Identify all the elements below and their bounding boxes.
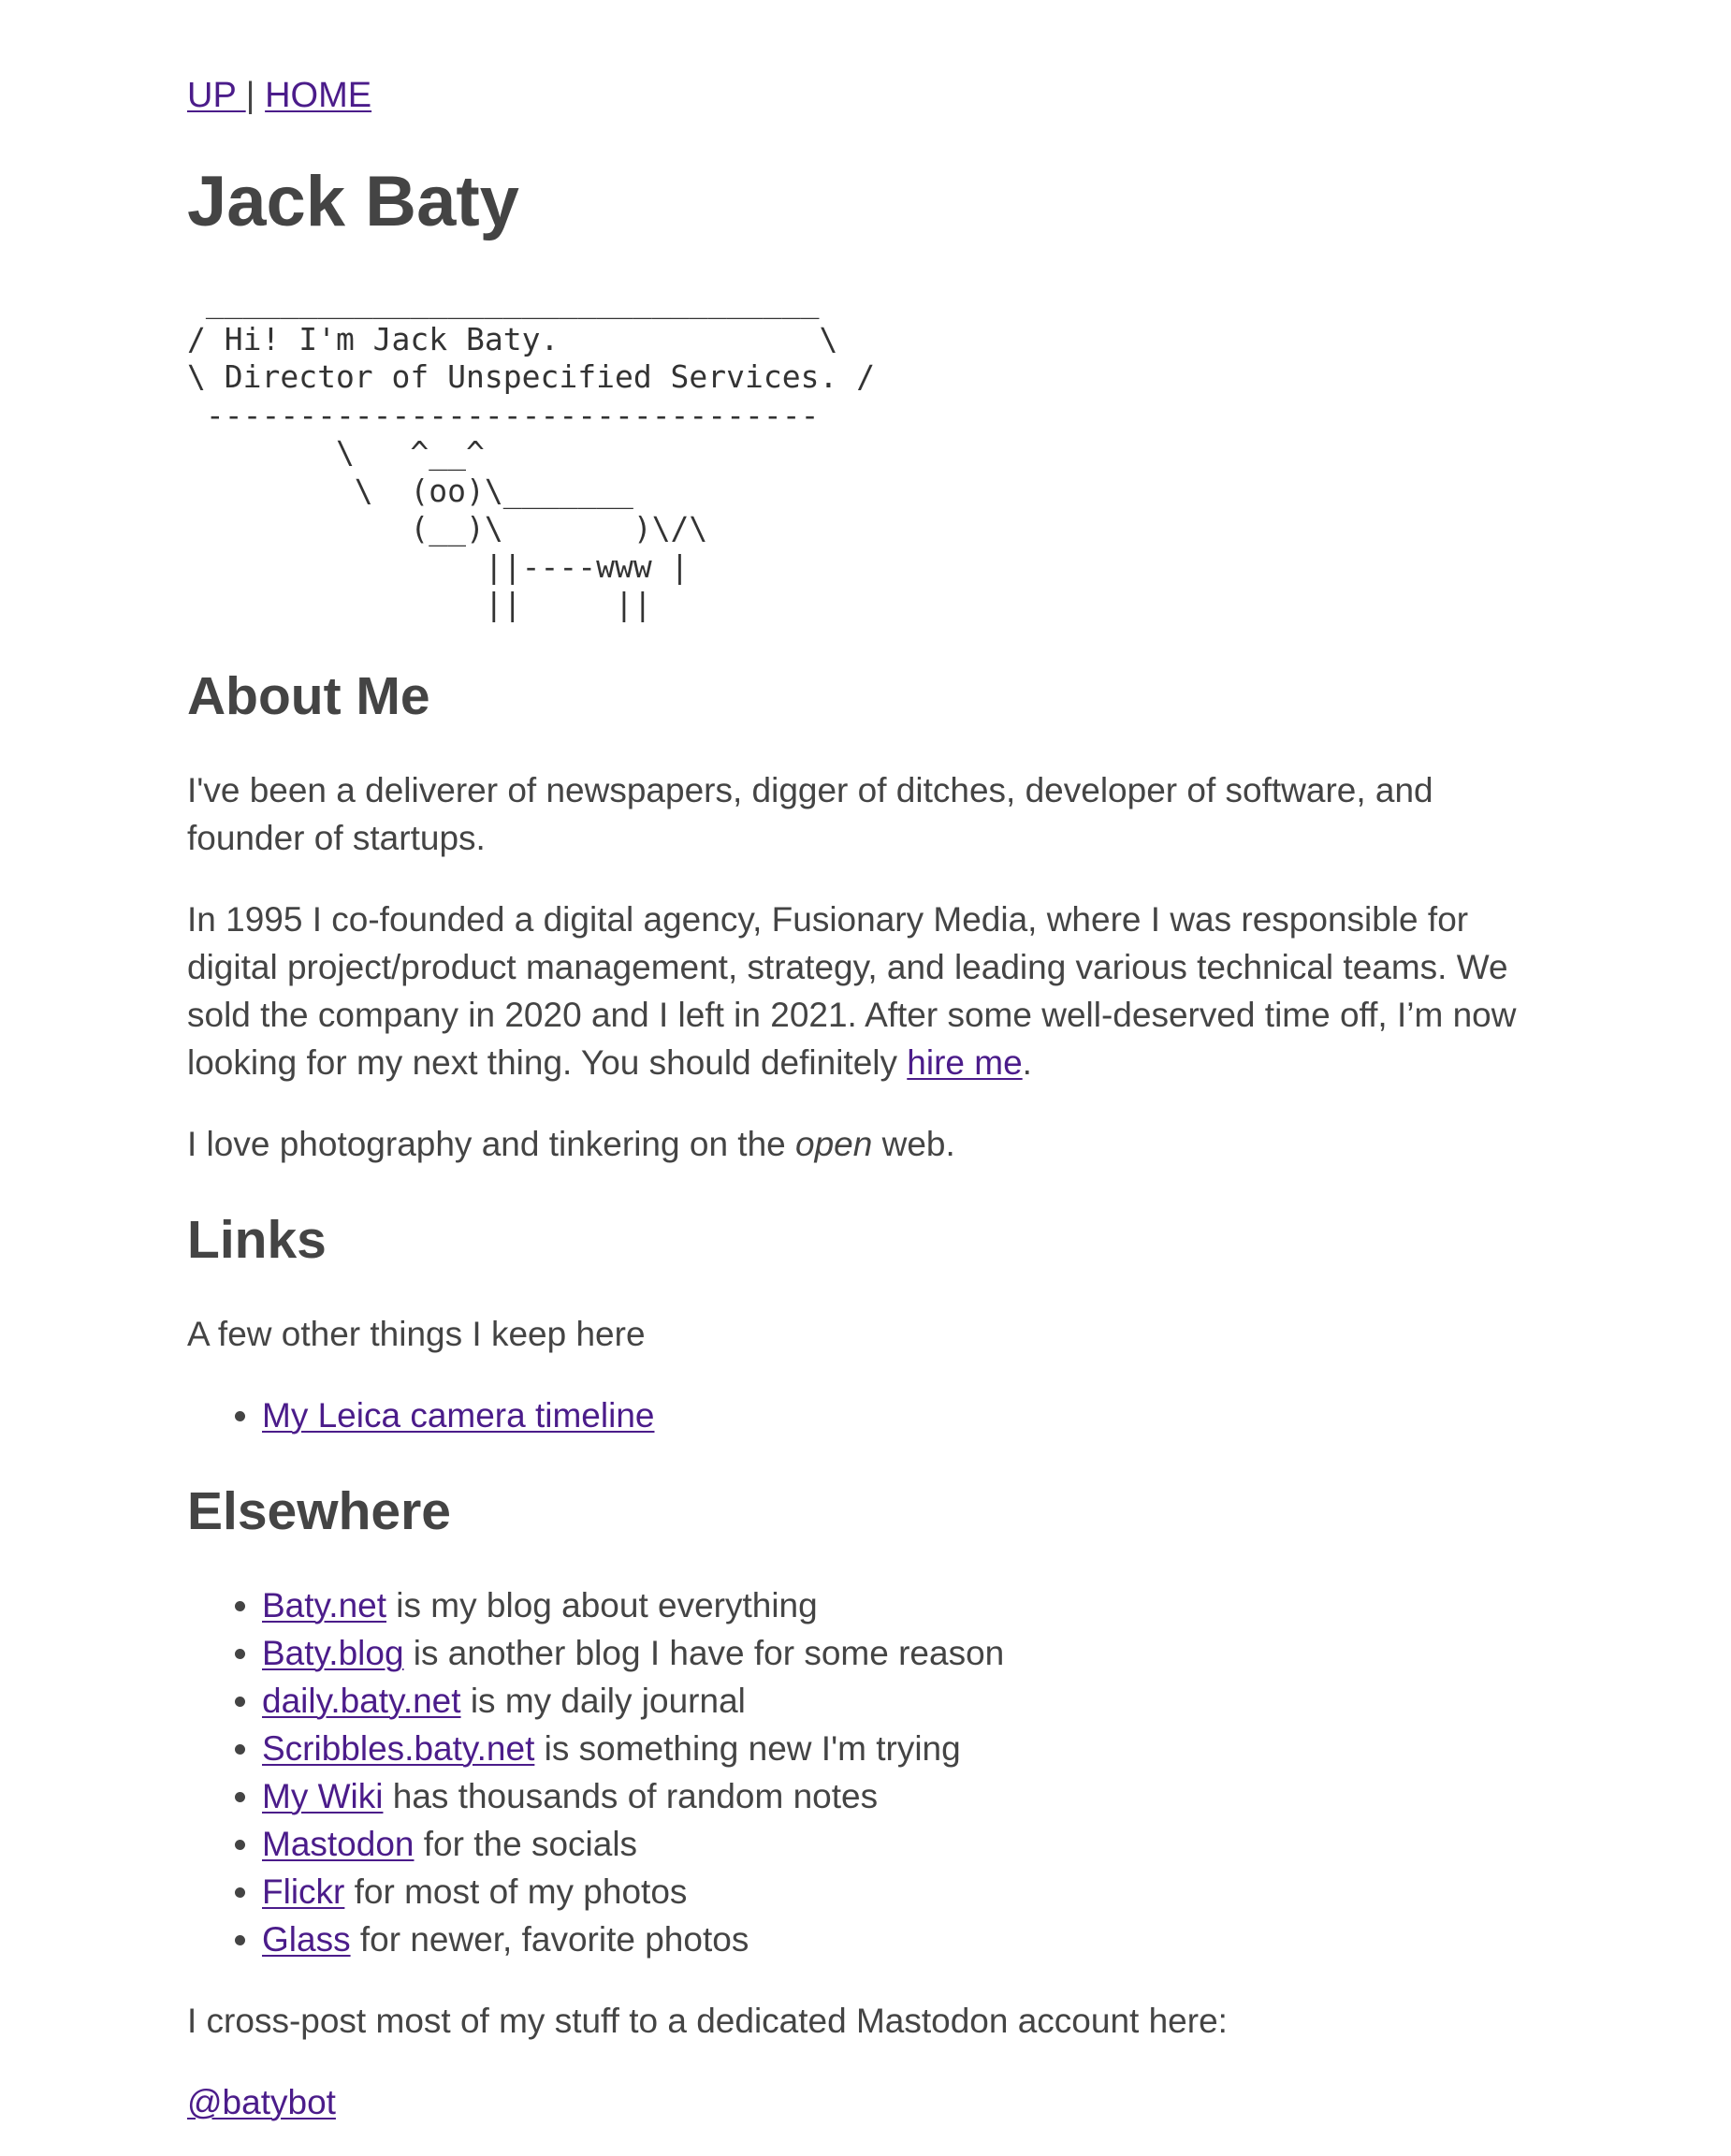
links-list bbox=[187, 1391, 1553, 1439]
about-paragraph-3-start: I love photography and tinkering on the bbox=[187, 1124, 796, 1163]
list-item bbox=[262, 1581, 1553, 1629]
batybot-link[interactable]: @batybot bbox=[187, 2082, 336, 2121]
elsewhere-list bbox=[187, 1581, 1553, 1963]
list-item bbox=[262, 1868, 1553, 1916]
top-navigation bbox=[187, 73, 1553, 118]
elsewhere-heading: Elsewhere bbox=[187, 1480, 451, 1541]
nav-separator: | bbox=[245, 76, 255, 115]
glass-link[interactable]: Glass bbox=[262, 1919, 351, 1959]
links-intro: A few other things I keep here bbox=[187, 1314, 646, 1353]
list-item bbox=[262, 1677, 1553, 1725]
list-item bbox=[262, 1772, 1553, 1820]
up-link[interactable]: UP bbox=[187, 76, 246, 115]
leica-timeline-link[interactable]: My Leica camera timeline bbox=[262, 1395, 655, 1435]
about-paragraph-3 bbox=[187, 1120, 1553, 1168]
flickr-link[interactable]: Flickr bbox=[262, 1872, 345, 1911]
home-link[interactable]: HOME bbox=[265, 76, 372, 115]
about-paragraph-1: I've been a deliverer of newspapers, digger of ditches, developer of software, and founder of startups. bbox=[187, 770, 1433, 857]
list-item-text: is something new I'm trying bbox=[534, 1728, 961, 1768]
list-item-text: is my blog about everything bbox=[386, 1585, 818, 1624]
about-paragraph-2-text: In 1995 I co-founded a digital agency, Fusionary Media, where I was responsible for digital project/product management, strategy, and leading various technical teams. We sold the company in 2020 and I left in 2021. After some well-deserved time off, I’m now looking for my next thing. You should definitely bbox=[187, 899, 1517, 1082]
daily-baty-net-link[interactable]: daily.baty.net bbox=[262, 1681, 461, 1720]
hire-me-link[interactable]: hire me bbox=[907, 1042, 1023, 1082]
list-item-text: for newer, favorite photos bbox=[350, 1919, 749, 1959]
page-content bbox=[187, 0, 1553, 2126]
about-paragraph-2-end: . bbox=[1022, 1042, 1032, 1082]
crosspost-text: I cross-post most of my stuff to a dedicated Mastodon account here: bbox=[187, 2001, 1228, 2040]
about-heading: About Me bbox=[187, 665, 430, 726]
list-item bbox=[262, 1391, 1553, 1439]
list-item-text: has thousands of random notes bbox=[383, 1776, 879, 1815]
list-item bbox=[262, 1820, 1553, 1868]
wiki-link[interactable]: My Wiki bbox=[262, 1776, 384, 1815]
list-item bbox=[262, 1725, 1553, 1772]
list-item-text: for the socials bbox=[414, 1824, 638, 1863]
about-paragraph-3-end: web. bbox=[872, 1124, 955, 1163]
list-item-text: for most of my photos bbox=[344, 1872, 688, 1911]
baty-net-link[interactable]: Baty.net bbox=[262, 1585, 387, 1624]
cowsay-ascii-art: _________________________________ / Hi! I'm Jack Baty. \ \ Director of Unspecified Services. / --------------------------------- \ ^__^ \ (oo)\_______ (__)\ )\/\ ||----www | || || bbox=[187, 283, 876, 622]
list-item-text: is another blog I have for some reason bbox=[403, 1633, 1005, 1672]
about-paragraph-3-emphasis: open bbox=[795, 1124, 873, 1163]
mastodon-link[interactable]: Mastodon bbox=[262, 1824, 415, 1863]
page-title: Jack Baty bbox=[187, 162, 519, 241]
scribbles-link[interactable]: Scribbles.baty.net bbox=[262, 1728, 535, 1768]
list-item-text: is my daily journal bbox=[460, 1681, 746, 1720]
list-item bbox=[262, 1916, 1553, 1963]
list-item bbox=[262, 1629, 1553, 1677]
baty-blog-link[interactable]: Baty.blog bbox=[262, 1633, 404, 1672]
links-heading: Links bbox=[187, 1209, 327, 1270]
about-paragraph-2 bbox=[187, 896, 1553, 1086]
batybot-paragraph bbox=[187, 2078, 1553, 2126]
